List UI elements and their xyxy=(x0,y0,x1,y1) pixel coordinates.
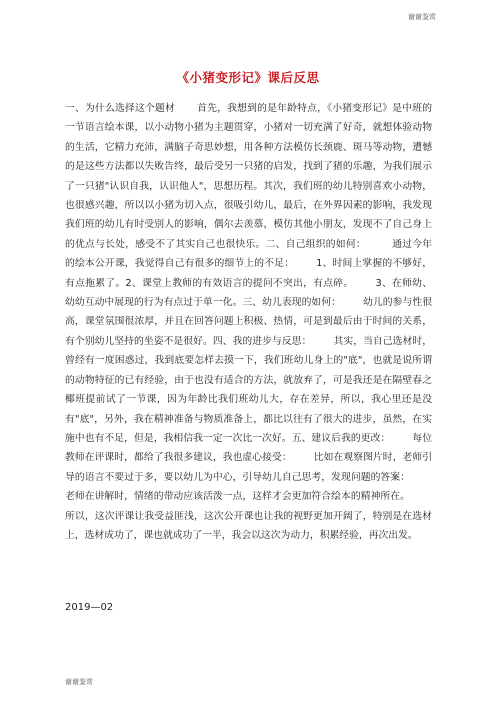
section-heading-5: 五、建议后我的更改： xyxy=(291,432,391,444)
section-heading-1: 一、为什么选择这个题材 xyxy=(65,103,175,114)
header-note: 谢谢鉴赏 xyxy=(408,13,436,21)
paragraph: 其实，当自己选材时，曾经有一度困惑过，我到底要怎样去摸一下，我们班幼儿身上的"底"，也就是说所谓的动物特征的已有经验，由于也没有适合的方法，就放弃了，可是我还是在隔壁春之椰班提前试了一节课，因为年龄比我们班幼儿大，存在差异，所以，我心里还是没有"底"，另外，我在精神准备与物质准备上，都比以往有了很大的进步，虽然，在实施中也有不足，但是，我相信我一定一次比一次好。 xyxy=(65,335,433,444)
section-heading-4: 四、我的进步与反思： xyxy=(212,335,312,347)
list-item: 1、时间上掌握的不够好，有点拖累了。 xyxy=(65,258,433,289)
list-item: 2、课堂上教师的有效语言的提问不突出，有点碎。 xyxy=(125,277,354,289)
document-date: 2019—02 xyxy=(65,602,114,613)
paragraph: 所以，这次评课让我受益匪浅，这次公开课也让我的视野更加开阔了，特别是在选材上，选材成功了，课也就成功了一半，我会以这次为动力，积累经验，再次出发。 xyxy=(65,510,432,541)
paragraph: 老师在讲解时，情绪的带动应该活泼一点，这样才会更加符合绘本的精神所在。 xyxy=(65,491,410,503)
document-title: 《小猪变形记》课后反思 xyxy=(176,70,320,85)
section-heading-3: 三、幼儿表现的如何： xyxy=(242,297,342,309)
section-heading-2: 二、自己组织的如何： xyxy=(265,238,366,250)
paragraph: 幼儿的参与性很高，课堂氛围很浓厚，并且在回答问题上积极、热情，可是到最后由于时间的关系，有个别幼儿坚持的坐姿不是很好。 xyxy=(65,297,433,347)
list-item: 3、在师幼、幼幼互动中展现的行为有点过于单一化。 xyxy=(65,277,433,309)
paragraph: 每位教师在评课时，都给了我很多建议，我也虚心接受： xyxy=(65,432,433,464)
footer-note: 谢谢鉴赏 xyxy=(65,678,93,686)
paragraph: 首先，我想到的是年龄特点，《小猪变形记》是中班的一节语言绘本课，以小动物小猪为主题贯穿，小猪对一切充满了好奇，就想体验动物的生活，它精力充沛，满脑子奇思妙想，用各种方法模仿长颈鹿、斑马等动物，遭憾的是这些方法都以失败告终，最后受另一只猪的启发，找到了猪的乐趣，为我们展示了一只猪"认识自我，认识他人"，思想历程。其次，我们班的幼儿特别喜欢小动物，也很感兴趣，所以以小猪为切入点，很吸引幼儿，最后，在外界因素的影响，我发现我们班的幼儿有时受别人的影响，偶尔去羡慕，模仿其他小朋友，发现不了自己身上的优点与长处，感受不了其实自己也很快乐。 xyxy=(65,103,432,250)
paragraph: 比如在观察图片时，老师引导的语言不要过于多，要以幼儿为中心，引导幼儿自己思考，发现问题的答案： xyxy=(65,452,433,483)
paragraph: 通过今年的绘本公开课，我觉得自己有很多的细节上的不足： xyxy=(65,238,433,270)
document-body xyxy=(65,99,432,545)
